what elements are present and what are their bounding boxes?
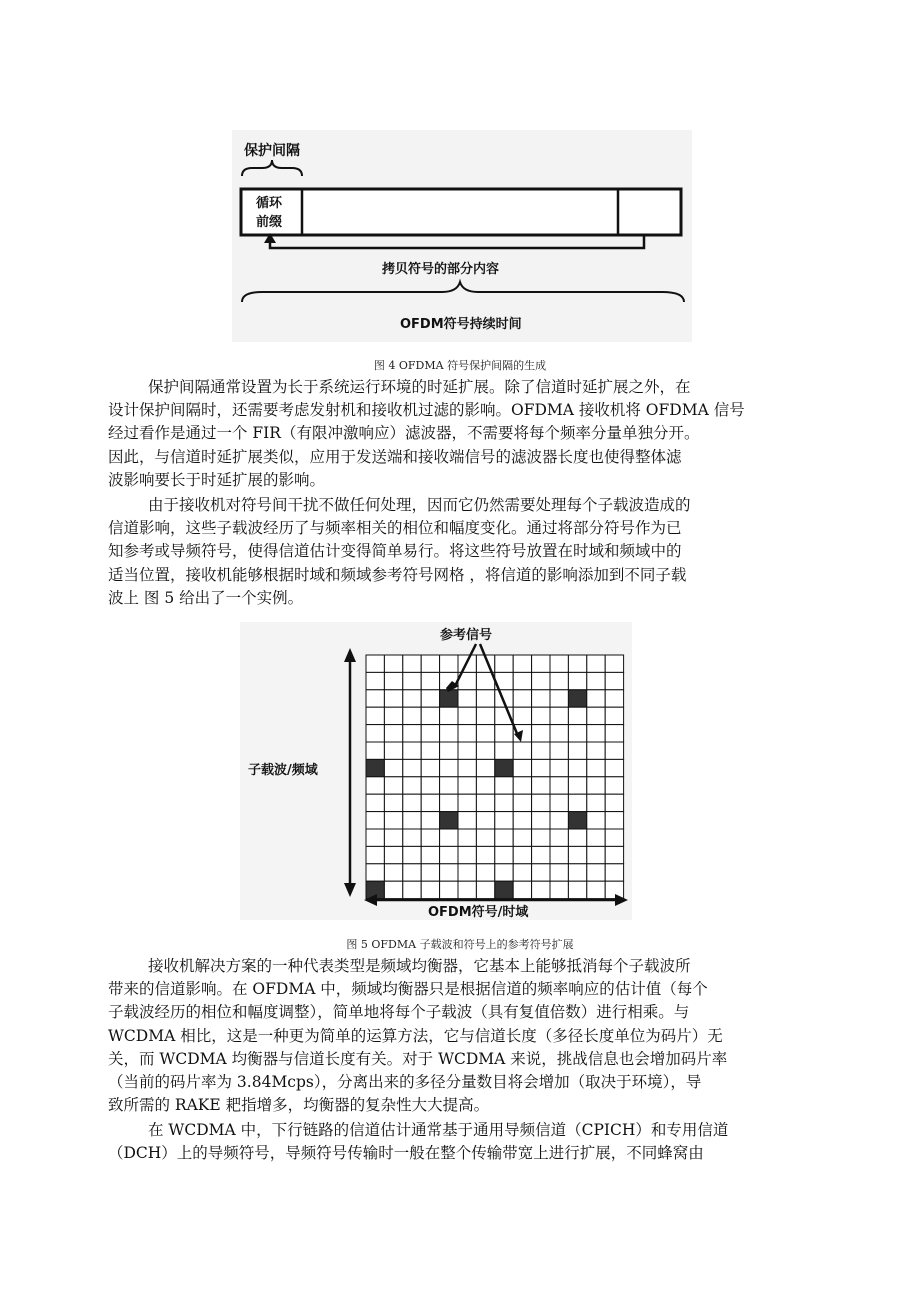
grid-cell <box>587 881 605 898</box>
paragraph-4-line: 在 WCDMA 中，下行链路的信道估计通常基于通用导频信道（CPICH）和专用信道 <box>148 1121 729 1139</box>
guard-interval-brace <box>242 160 302 176</box>
grid-cell <box>495 777 513 794</box>
paragraph-3-line: （当前的码片率为 3.84Mcps），分离出来的多径分量数目将会增加（取决于环境），导 <box>108 1073 702 1092</box>
grid-cell <box>384 707 402 724</box>
paragraph-3-line: 接收机解决方案的一种代表类型是频域均衡器，它基本上能够抵消每个子载波所 <box>148 957 691 975</box>
grid-cell <box>476 846 494 863</box>
paragraph-3-line: 关，而 WCDMA 均衡器与信道长度有关。对于 WCDMA 来说，挑战信息也会增加码片率 <box>108 1049 728 1068</box>
grid-cell <box>587 864 605 881</box>
paragraph-1-line: 因此，与信道时延扩展类似，应用于发送端和接收端信号的滤波器长度也使得整体滤 <box>108 447 682 466</box>
grid-cell <box>587 846 605 863</box>
grid-cell <box>568 881 586 898</box>
grid-cell <box>458 829 476 846</box>
grid-cell <box>366 777 384 794</box>
paragraph-2-line: 适当位置，接收机能够根据时域和频域参考符号网格 ，将信道的影响添加到不同子载 <box>108 565 687 584</box>
frequency-axis-arrow-down <box>344 883 356 897</box>
grid-cell <box>366 707 384 724</box>
grid-cell <box>458 725 476 742</box>
grid-cell <box>550 655 568 672</box>
grid-cell <box>550 794 568 811</box>
grid-cell <box>495 829 513 846</box>
grid-cell <box>403 742 421 759</box>
grid-cell <box>513 794 531 811</box>
grid-cell <box>568 655 586 672</box>
grid-cell <box>587 672 605 689</box>
grid-cell <box>384 742 402 759</box>
grid-cell <box>403 881 421 898</box>
grid-cell <box>476 881 494 898</box>
grid-cell <box>384 759 402 776</box>
grid-cell <box>550 742 568 759</box>
grid-cell <box>513 742 531 759</box>
grid-cell <box>421 725 439 742</box>
grid-cell <box>568 725 586 742</box>
paragraph-2-line: 由于接收机对符号间干扰不做任何处理，因而它仍然需要处理每个子载波造成的 <box>148 496 691 514</box>
grid-cell <box>366 864 384 881</box>
grid-cell <box>605 794 623 811</box>
figure-5-caption: 图 5 OFDMA 子载波和符号上的参考符号扩展 <box>346 938 574 951</box>
grid-cell <box>384 725 402 742</box>
grid-cell <box>495 794 513 811</box>
grid-cell <box>403 794 421 811</box>
grid-cell <box>403 725 421 742</box>
reference-grid <box>366 655 624 899</box>
cyclic-prefix-label-line2: 前缀 <box>256 215 283 230</box>
grid-cell <box>568 829 586 846</box>
paragraph-1-line: 保护间隔通常设置为长于系统运行环境的时延扩展。除了信道时延扩展之外，在 <box>148 378 691 396</box>
grid-cell <box>605 672 623 689</box>
grid-cell <box>366 794 384 811</box>
duration-brace <box>242 282 684 302</box>
grid-cell <box>532 690 550 707</box>
paragraph-1-line: 波影响要长于时延扩展的影响。 <box>108 470 326 489</box>
cyclic-prefix-label-line1: 循环 <box>256 196 283 211</box>
grid-cell <box>550 707 568 724</box>
grid-cell <box>532 881 550 898</box>
grid-cell <box>403 864 421 881</box>
grid-cell <box>403 759 421 776</box>
grid-cell <box>495 812 513 829</box>
grid-cell <box>421 655 439 672</box>
grid-cell <box>403 829 421 846</box>
grid-cell <box>458 690 476 707</box>
grid-cell <box>366 725 384 742</box>
grid-cell <box>458 759 476 776</box>
paragraph-2-line: 知参考或导频符号，使得信道估计变得简单易行。将这些符号放置在时域和频域中的 <box>108 542 682 561</box>
grid-cell <box>403 690 421 707</box>
grid-cell <box>550 864 568 881</box>
grid-cell <box>458 707 476 724</box>
paragraph-3 <box>108 955 814 1117</box>
grid-cell <box>587 759 605 776</box>
grid-cell <box>440 777 458 794</box>
grid-cell <box>532 777 550 794</box>
grid-cell <box>421 742 439 759</box>
grid-cell <box>421 881 439 898</box>
grid-cell <box>384 655 402 672</box>
paragraph-2 <box>108 494 814 610</box>
paragraph-1-line: 经过看作是通过一个 FIR（有限冲激响应）滤波器，不需要将每个频率分量单独分开。 <box>108 424 700 443</box>
grid-cell <box>550 881 568 898</box>
reference-symbol-cell <box>440 812 458 829</box>
reference-symbol-cell <box>568 812 586 829</box>
frequency-axis-arrow-up <box>344 648 356 662</box>
grid-cell <box>421 846 439 863</box>
copy-label: 拷贝符号的部分内容 <box>382 262 500 277</box>
grid-cell <box>568 846 586 863</box>
grid-cell <box>440 725 458 742</box>
grid-cell <box>440 829 458 846</box>
grid-cell <box>532 864 550 881</box>
grid-cell <box>532 672 550 689</box>
grid-cell <box>403 707 421 724</box>
grid-cell <box>384 881 402 898</box>
grid-cell <box>513 864 531 881</box>
grid-cell <box>366 812 384 829</box>
grid-cell <box>568 777 586 794</box>
grid-cell <box>513 707 531 724</box>
grid-cell <box>550 829 568 846</box>
paragraph-2-line: 信道影响，这些子载波经历了与频率相关的相位和幅度变化。通过将部分符号作为已 <box>108 519 682 538</box>
grid-cell <box>384 777 402 794</box>
figure-5-diagram <box>240 622 632 920</box>
grid-cell <box>513 846 531 863</box>
grid-cell <box>476 864 494 881</box>
grid-cell <box>476 725 494 742</box>
grid-cell <box>587 812 605 829</box>
grid-cell <box>532 812 550 829</box>
grid-cell <box>587 777 605 794</box>
grid-cell <box>421 707 439 724</box>
grid-cell <box>458 846 476 863</box>
grid-cell <box>532 794 550 811</box>
grid-cell <box>605 846 623 863</box>
grid-cell <box>403 655 421 672</box>
grid-cell <box>513 881 531 898</box>
grid-cell <box>476 690 494 707</box>
grid-cell <box>458 742 476 759</box>
grid-cell <box>440 742 458 759</box>
grid-cell <box>605 812 623 829</box>
paragraph-3-line: 带来的信道影响。在 OFDMA 中，频域均衡器只是根据信道的频率响应的估计值（每个 <box>108 980 708 999</box>
grid-cell <box>421 672 439 689</box>
grid-cell <box>421 690 439 707</box>
grid-cell <box>384 864 402 881</box>
grid-cell <box>587 707 605 724</box>
reference-symbol-cell <box>366 759 384 776</box>
grid-cell <box>513 829 531 846</box>
paragraph-4-line: （DCH）上的导频符号，导频符号传输时一般在整个传输带宽上进行扩展，不同蜂窝由 <box>108 1144 704 1163</box>
grid-cell <box>532 846 550 863</box>
grid-cell <box>403 672 421 689</box>
grid-cell <box>605 655 623 672</box>
grid-cell <box>440 655 458 672</box>
grid-cell <box>366 846 384 863</box>
grid-cell <box>495 655 513 672</box>
guard-interval-label: 保护间隔 <box>244 143 300 159</box>
grid-cell <box>532 655 550 672</box>
grid-cell <box>476 794 494 811</box>
grid-cell <box>587 742 605 759</box>
grid-cell <box>421 812 439 829</box>
grid-cell <box>513 672 531 689</box>
duration-label: OFDM符号持续时间 <box>400 317 522 332</box>
grid-cell <box>587 725 605 742</box>
figure-4-caption: 图 4 OFDMA 符号保护间隔的生成 <box>373 359 547 372</box>
grid-cell <box>476 707 494 724</box>
figure-4-diagram <box>232 130 692 342</box>
grid-cell <box>495 864 513 881</box>
grid-cell <box>476 812 494 829</box>
grid-cell <box>532 725 550 742</box>
grid-cell <box>384 690 402 707</box>
grid-cell <box>568 707 586 724</box>
grid-cell <box>550 846 568 863</box>
copy-arrow <box>270 235 644 248</box>
grid-cell <box>532 707 550 724</box>
frequency-axis-label: 子载波/频域 <box>248 763 318 778</box>
grid-cell <box>605 690 623 707</box>
grid-cell <box>513 812 531 829</box>
grid-cell <box>476 742 494 759</box>
grid-cell <box>366 829 384 846</box>
reference-symbol-cell <box>495 881 513 898</box>
grid-cell <box>568 672 586 689</box>
figure-5-image <box>240 622 632 920</box>
grid-cell <box>550 725 568 742</box>
paragraph-3-line: 致所需的 RAKE 耙指增多，均衡器的复杂性大大提高。 <box>108 1096 490 1115</box>
grid-cell <box>605 759 623 776</box>
grid-cell <box>366 742 384 759</box>
grid-cell <box>587 794 605 811</box>
paragraph-3-line: 子载波经历的相位和幅度调整），简单地将每个子载波（具有复值倍数）进行相乘。与 <box>108 1003 690 1022</box>
grid-cell <box>605 707 623 724</box>
grid-cell <box>476 829 494 846</box>
grid-cell <box>587 655 605 672</box>
grid-cell <box>587 690 605 707</box>
reference-symbol-cell <box>495 759 513 776</box>
time-axis-label: OFDM符号/时域 <box>428 905 529 920</box>
grid-cell <box>384 812 402 829</box>
grid-cell <box>421 864 439 881</box>
grid-cell <box>384 829 402 846</box>
reference-symbol-cell <box>440 690 458 707</box>
grid-cell <box>568 864 586 881</box>
grid-cell <box>568 759 586 776</box>
figure-4-image <box>232 130 692 342</box>
grid-cell <box>513 655 531 672</box>
grid-cell <box>513 690 531 707</box>
grid-cell <box>440 759 458 776</box>
grid-cell <box>605 725 623 742</box>
grid-cell <box>421 759 439 776</box>
grid-cell <box>513 759 531 776</box>
grid-cell <box>568 742 586 759</box>
paragraph-1-line: 设计保护间隔时，还需要考虑发射机和接收机过滤的影响。OFDMA 接收机将 OFDMA 信号 <box>108 401 745 420</box>
paragraph-3-line: WCDMA 相比，这是一种更为简单的运算方法，它与信道长度（多径长度单位为码片）无 <box>108 1026 723 1045</box>
ofdm-symbol-block <box>241 189 681 235</box>
grid-cell <box>366 690 384 707</box>
grid-cell <box>384 672 402 689</box>
grid-cell <box>458 881 476 898</box>
grid-cell <box>495 725 513 742</box>
reference-symbol-cell <box>568 690 586 707</box>
paragraph-1 <box>108 376 814 492</box>
grid-cell <box>605 742 623 759</box>
grid-cell <box>532 759 550 776</box>
grid-cell <box>550 812 568 829</box>
grid-cell <box>458 864 476 881</box>
grid-cell <box>587 829 605 846</box>
grid-cell <box>403 777 421 794</box>
grid-cell <box>513 777 531 794</box>
grid-cell <box>458 812 476 829</box>
grid-cell <box>384 794 402 811</box>
grid-cell <box>605 777 623 794</box>
grid-cell <box>421 777 439 794</box>
grid-cell <box>384 846 402 863</box>
grid-cell <box>605 864 623 881</box>
grid-cell <box>495 846 513 863</box>
grid-cell <box>532 829 550 846</box>
paragraph-2-line: 波上 图 5 给出了一个实例。 <box>108 588 304 607</box>
grid-cell <box>550 690 568 707</box>
grid-cell <box>440 794 458 811</box>
grid-cell <box>550 777 568 794</box>
grid-cell <box>495 742 513 759</box>
grid-cell <box>568 794 586 811</box>
grid-cell <box>550 672 568 689</box>
grid-cell <box>421 829 439 846</box>
grid-cell <box>440 864 458 881</box>
grid-cell <box>605 829 623 846</box>
grid-cell <box>458 777 476 794</box>
grid-cell <box>366 655 384 672</box>
grid-cell <box>421 794 439 811</box>
grid-cell <box>403 846 421 863</box>
grid-cell <box>366 672 384 689</box>
reference-signal-label: 参考信号 <box>440 628 493 643</box>
grid-cell <box>605 881 623 898</box>
grid-cell <box>440 707 458 724</box>
grid-cell <box>550 759 568 776</box>
grid-cell <box>440 881 458 898</box>
grid-cell <box>476 759 494 776</box>
grid-cell <box>440 846 458 863</box>
grid-cell <box>476 777 494 794</box>
grid-cell <box>458 794 476 811</box>
grid-cell <box>532 742 550 759</box>
grid-cell <box>403 812 421 829</box>
paragraph-4 <box>108 1119 814 1165</box>
